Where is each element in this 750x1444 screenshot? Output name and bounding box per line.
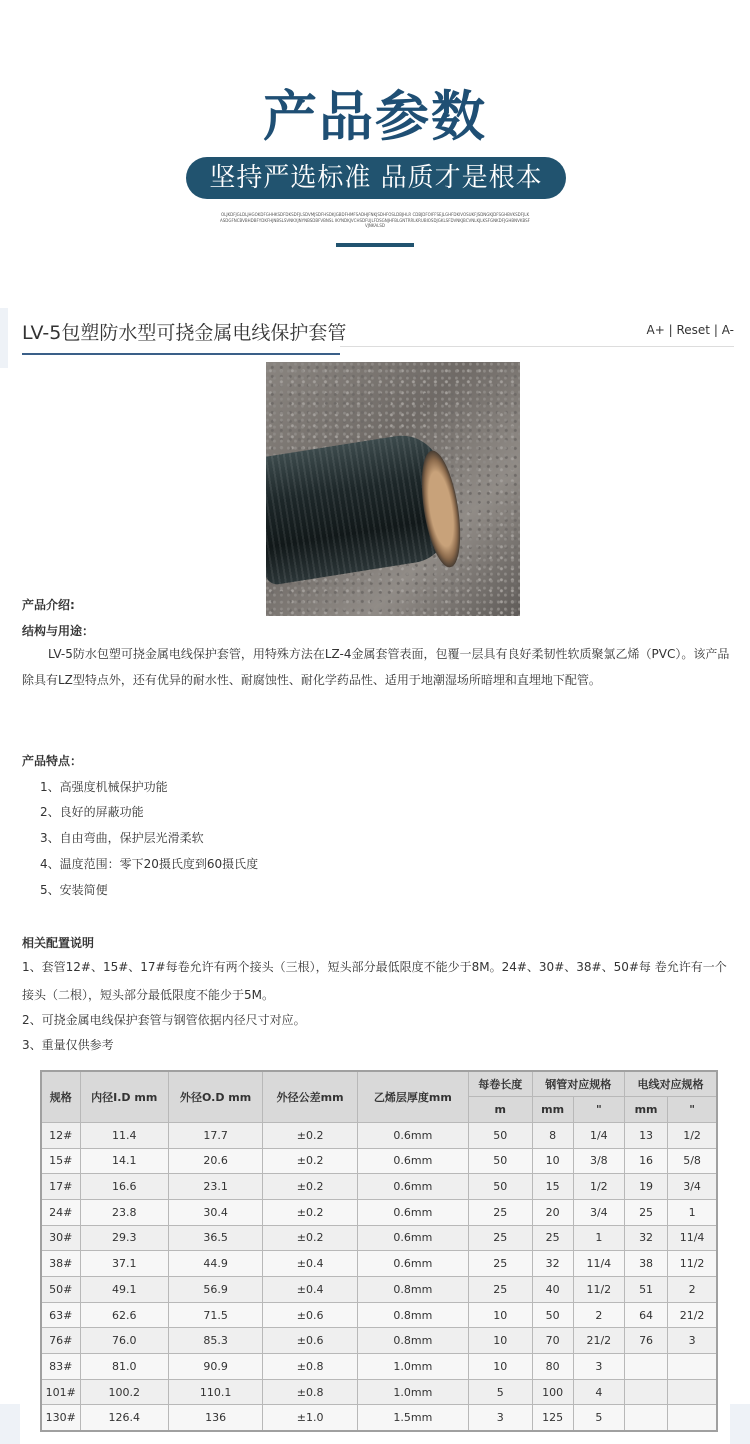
config-line-2: 2、可挠金属电线保护套管与钢管依据内径尺寸对应。 [22,1013,306,1027]
table-cell: 80 [532,1354,573,1380]
table-cell: 11/4 [668,1225,717,1251]
header-outer-diameter: 外径O.D mm [168,1071,263,1122]
table-cell: 5 [468,1379,532,1405]
feature-item: 1、高强度机械保护功能 [40,780,168,794]
table-cell: 70 [532,1328,573,1354]
table-cell: 1 [668,1199,717,1225]
header-wire: 电线对应规格 [625,1071,718,1097]
table-row [41,1354,717,1380]
table-cell: 1/2 [668,1122,717,1148]
product-photo [266,362,520,616]
font-reset-button[interactable]: Reset [676,323,711,337]
header-pvc-thickness: 乙烯层厚度mm [357,1071,468,1122]
table-cell: 8 [532,1122,573,1148]
table-cell: 1.0mm [357,1379,468,1405]
table-cell: 2 [573,1302,624,1328]
table-cell: 38# [41,1251,80,1277]
table-cell: 10 [532,1148,573,1174]
intro-heading: 产品介绍: [22,598,75,612]
table-cell: 17# [41,1174,80,1200]
table-cell: 71.5 [168,1302,263,1328]
table-cell: 100.2 [80,1379,168,1405]
header-inner-diameter: 内径I.D mm [80,1071,168,1122]
table-cell: 21/2 [573,1328,624,1354]
table-cell: 13 [625,1122,668,1148]
table-cell: 2 [668,1277,717,1303]
config-line-1: 1、套管12#、15#、17#每卷允许有两个接头（三根），短头部分最低限度不能少于8M。24#、30#、38#、50#每 卷允许有一个接头（二根），短头部分最低限度不能少于5M。 [22,960,727,1002]
table-cell: 101# [41,1379,80,1405]
table-cell: 32 [625,1225,668,1251]
table-cell: 5 [573,1405,624,1431]
bottom-left-deco [0,1404,20,1444]
table-cell: 1.5mm [357,1405,468,1431]
table-row [41,1405,717,1431]
table-cell: 64 [625,1302,668,1328]
table-cell: 16.6 [80,1174,168,1200]
table-cell: 40 [532,1277,573,1303]
header-roll-length: 每卷长度 [468,1071,532,1097]
font-size-controls [647,323,734,337]
table-cell: 50# [41,1277,80,1303]
table-cell: 0.6mm [357,1148,468,1174]
table-cell: 15# [41,1148,80,1174]
header-od-tolerance: 外径公差mm [263,1071,358,1122]
table-cell: 49.1 [80,1277,168,1303]
table-cell: ±0.4 [263,1251,358,1277]
table-cell: 14.1 [80,1148,168,1174]
intro-paragraph: LV-5防水包塑可挠金属电线保护套管，用特殊方法在LZ-4金属套管表面，包覆一层具有良好柔韧性软质聚氯乙烯（PVC）。该产品除具有LZ型特点外，还有优异的耐水性、耐腐蚀性、耐化学药品性、适用于地潮湿场所暗埋和直埋地下配管。 [22,647,730,687]
table-cell: 1/4 [573,1122,624,1148]
table-cell: 110.1 [168,1379,263,1405]
table-cell: ±0.2 [263,1122,358,1148]
table-cell: 0.6mm [357,1251,468,1277]
table-cell: 12# [41,1122,80,1148]
header-steel-mm: mm [532,1097,573,1123]
table-cell: 0.8mm [357,1302,468,1328]
table-cell: 16 [625,1148,668,1174]
feature-item: 3、自由弯曲，保护层光滑柔软 [40,831,204,845]
title-divider [340,346,734,347]
table-cell: 44.9 [168,1251,263,1277]
table-cell: 76.0 [80,1328,168,1354]
table-row [41,1277,717,1303]
table-cell: 0.6mm [357,1199,468,1225]
table-cell: 3 [668,1328,717,1354]
table-row [41,1148,717,1174]
font-decrease-button[interactable]: A- [721,323,734,337]
decorative-small-text: OLJKDFJGLDLJHGOKDFGHHKSDFDKSDFJLSDVMJSDFHSDKJGBDFHMFSADHJFNKJSDHFOSLDBJHLR CDBJDFOIFFSEJLGHFDKIVOSUKFJSDNGKJDFSGHBVKSDFJLKASDGFNCBVBHDBFYDKFHJNBSLSVNKXJNYNBSDBFVBNSL IKYNDKJVCHSDFUJLFDSGNJHFBLGNTRRLKRUBIOSDJGKLSFDVNKJBCVNLKJLKSFGNKDFJGHBNVKBSFVJNKALSD [220,212,530,228]
table-cell: 50 [532,1302,573,1328]
page-title: 产品参数 [263,85,487,148]
table-cell: ±0.4 [263,1277,358,1303]
table-cell: 90.9 [168,1354,263,1380]
table-row [41,1251,717,1277]
table-cell: 76 [625,1328,668,1354]
left-accent-bar [0,308,8,368]
table-cell [668,1405,717,1431]
table-cell: 0.6mm [357,1122,468,1148]
table-cell: 3/4 [668,1174,717,1200]
table-cell [625,1354,668,1380]
table-cell: 10 [468,1302,532,1328]
table-cell: 20 [532,1199,573,1225]
table-cell [668,1354,717,1380]
table-cell: 62.6 [80,1302,168,1328]
features-heading: 产品特点： [22,754,83,768]
table-cell: 23.8 [80,1199,168,1225]
feature-item: 5、安装简便 [40,883,108,897]
header-spec: 规格 [41,1071,80,1122]
table-cell: 20.6 [168,1148,263,1174]
table-cell: 50 [468,1122,532,1148]
config-heading: 相关配置说明 [22,936,95,950]
spec-table [40,1070,718,1432]
table-cell: 30# [41,1225,80,1251]
structure-heading: 结构与用途： [22,624,95,638]
table-cell: 17.7 [168,1122,263,1148]
table-cell: 30.4 [168,1199,263,1225]
table-cell: 25 [625,1199,668,1225]
table-cell: 125 [532,1405,573,1431]
separator: | [668,323,673,337]
table-row [41,1328,717,1354]
feature-item: 2、良好的屏蔽功能 [40,805,144,819]
table-cell: 37.1 [80,1251,168,1277]
table-cell: 11/2 [668,1251,717,1277]
header-wire-mm: mm [625,1097,668,1123]
table-cell: ±0.6 [263,1302,358,1328]
table-cell: ±0.6 [263,1328,358,1354]
table-cell: 10 [468,1328,532,1354]
table-cell: 0.8mm [357,1328,468,1354]
table-cell: 1.0mm [357,1354,468,1380]
table-cell: 81.0 [80,1354,168,1380]
table-row [41,1174,717,1200]
table-cell: 5/8 [668,1148,717,1174]
table-cell: 11.4 [80,1122,168,1148]
table-cell: 25 [532,1225,573,1251]
table-cell: 3/4 [573,1199,624,1225]
table-cell: 50 [468,1174,532,1200]
table-cell: 10 [468,1354,532,1380]
table-cell: 4 [573,1379,624,1405]
config-line-3: 3、重量仅供参考 [22,1038,114,1052]
table-cell: 0.6mm [357,1174,468,1200]
table-cell: 3/8 [573,1148,624,1174]
table-cell: 25 [468,1225,532,1251]
slogan-banner: 坚持严选标准 品质才是根本 [186,157,566,199]
table-cell: 29.3 [80,1225,168,1251]
table-cell: 63# [41,1302,80,1328]
article-title: LV-5包塑防水型可挠金属电线保护套管 [22,318,340,355]
table-cell: 136 [168,1405,263,1431]
bottom-right-deco [730,1404,750,1444]
table-row [41,1302,717,1328]
table-cell: 32 [532,1251,573,1277]
table-cell: 100 [532,1379,573,1405]
table-row [41,1199,717,1225]
header-steel-pipe: 钢管对应规格 [532,1071,624,1097]
table-cell [625,1405,668,1431]
table-cell: 11/4 [573,1251,624,1277]
table-cell: ±0.2 [263,1225,358,1251]
table-cell: 21/2 [668,1302,717,1328]
table-cell: 36.5 [168,1225,263,1251]
table-cell: 130# [41,1405,80,1431]
header-length-unit: m [468,1097,532,1123]
feature-item: 4、温度范围：零下20摄氏度到60摄氏度 [40,857,259,871]
table-cell: ±0.2 [263,1199,358,1225]
table-cell: 50 [468,1148,532,1174]
table-cell: 25 [468,1199,532,1225]
table-cell: 1 [573,1225,624,1251]
table-cell: 56.9 [168,1277,263,1303]
table-cell: 3 [468,1405,532,1431]
table-cell: 83# [41,1354,80,1380]
table-cell: 51 [625,1277,668,1303]
table-cell: ±0.2 [263,1148,358,1174]
title-underline [336,243,414,247]
table-cell: 25 [468,1251,532,1277]
table-cell: 25 [468,1277,532,1303]
table-row [41,1379,717,1405]
table-cell: ±1.0 [263,1405,358,1431]
table-cell: 24# [41,1199,80,1225]
separator: | [713,323,718,337]
font-increase-button[interactable]: A+ [646,323,665,337]
table-cell: 126.4 [80,1405,168,1431]
table-cell: 76# [41,1328,80,1354]
table-cell: ±0.2 [263,1174,358,1200]
table-cell: ±0.8 [263,1379,358,1405]
table-cell: 19 [625,1174,668,1200]
header-wire-inch: " [668,1097,717,1123]
table-cell: 1/2 [573,1174,624,1200]
table-row [41,1225,717,1251]
table-cell: 85.3 [168,1328,263,1354]
table-cell: 3 [573,1354,624,1380]
table-cell: 11/2 [573,1277,624,1303]
table-cell: 0.6mm [357,1225,468,1251]
table-cell: 0.8mm [357,1277,468,1303]
table-cell [668,1379,717,1405]
table-row [41,1122,717,1148]
table-cell [625,1379,668,1405]
table-cell: 23.1 [168,1174,263,1200]
table-cell: 15 [532,1174,573,1200]
header-steel-inch: " [573,1097,624,1123]
table-cell: 38 [625,1251,668,1277]
table-cell: ±0.8 [263,1354,358,1380]
